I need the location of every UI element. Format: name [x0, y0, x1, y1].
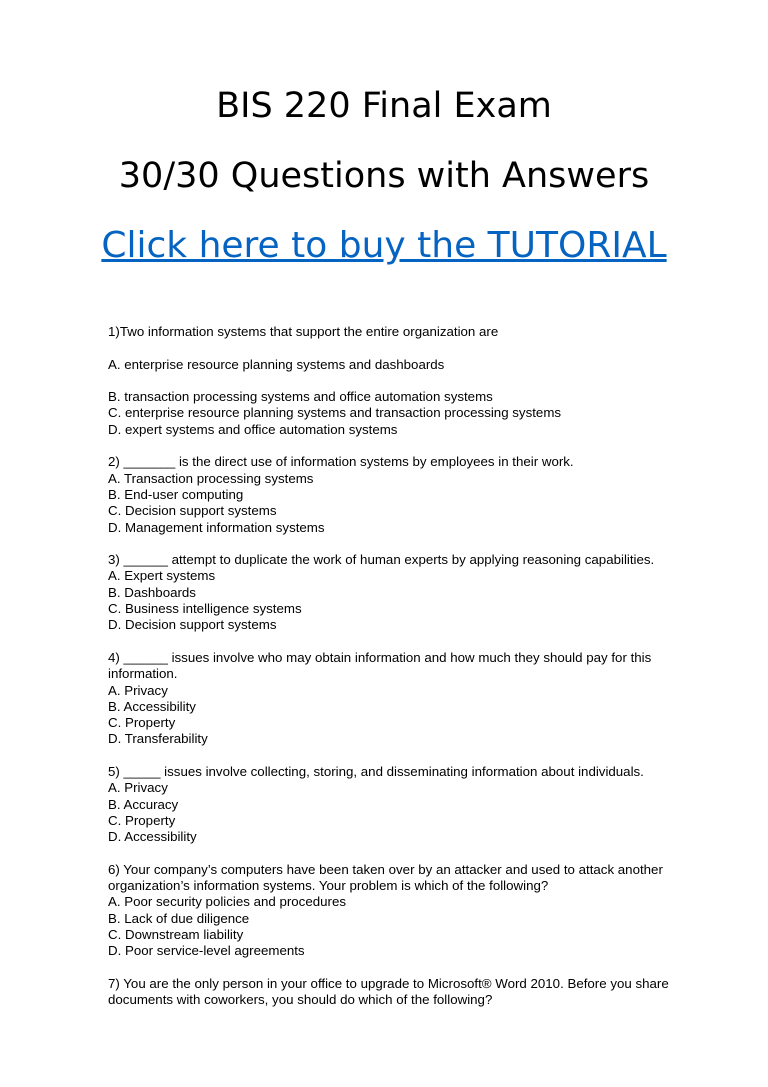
question-text: 5) _____ issues involve collecting, storing, and disseminating information about individuals. [108, 764, 644, 780]
answer-option: B. End-user computing [108, 486, 244, 502]
question-text: 7) You are the only person in your office to upgrade to Microsoft® Word 2010. Before you share [108, 975, 669, 991]
answer-option: A. Transaction processing systems [108, 470, 314, 486]
answer-option: B. Lack of due diligence [108, 910, 250, 926]
answer-option: C. Business intelligence systems [108, 601, 302, 617]
answer-option: D. Management information systems [108, 519, 325, 535]
question-text-continued: information. [108, 666, 178, 682]
question-4 [108, 650, 718, 748]
answer-option: D. Poor service-level agreements [108, 943, 305, 959]
answer-option: A. Privacy [108, 780, 168, 796]
buy-tutorial-link[interactable]: Click here to buy the TUTORIAL [101, 225, 667, 266]
answer-option: D. Decision support systems [108, 617, 277, 633]
answer-option: C. Property [108, 812, 176, 828]
answer-option: A. enterprise resource planning systems and dashboards [108, 356, 445, 372]
document-subtitle: 30/30 Questions with Answers [118, 156, 650, 196]
questions-list [108, 324, 718, 1025]
answer-option: B. Dashboards [108, 584, 196, 600]
answer-option: C. Property [108, 715, 176, 731]
answer-option: A. Expert systems [108, 568, 216, 584]
question-2 [108, 454, 718, 535]
question-text: 4) ______ issues involve who may obtain information and how much they should pay for this [108, 649, 652, 665]
answer-option: A. Poor security policies and procedures [108, 894, 346, 910]
answer-option: B. Accuracy [108, 796, 179, 812]
answer-option: B. transaction processing systems and office automation systems [108, 389, 493, 405]
question-text: 6) Your company’s computers have been taken over by an attacker and used to attack another [108, 861, 663, 877]
question-1 [108, 324, 718, 438]
answer-option: D. Transferability [108, 731, 208, 747]
question-text-continued: documents with coworkers, you should do which of the following? [108, 992, 493, 1008]
answer-option: C. Decision support systems [108, 503, 277, 519]
answer-option: A. Privacy [108, 682, 168, 698]
question-7 [108, 976, 718, 1009]
question-6 [108, 862, 718, 960]
question-text: 1)Two information systems that support the entire organization are [108, 324, 499, 339]
document-title: BIS 220 Final Exam [216, 86, 552, 126]
question-5 [108, 764, 718, 845]
answer-option: D. expert systems and office automation systems [108, 421, 398, 437]
question-text: 3) ______ attempt to duplicate the work of human experts by applying reasoning capabilities. [108, 552, 655, 568]
answer-option: D. Accessibility [108, 829, 197, 845]
question-text: 2) _______ is the direct use of information systems by employees in their work. [108, 454, 574, 470]
answer-option: C. Downstream liability [108, 926, 244, 942]
answer-option: B. Accessibility [108, 698, 196, 714]
question-text-continued: organization’s information systems. Your problem is which of the following? [108, 878, 549, 894]
answer-option: C. enterprise resource planning systems and transaction processing systems [108, 405, 562, 421]
question-3 [108, 552, 718, 633]
